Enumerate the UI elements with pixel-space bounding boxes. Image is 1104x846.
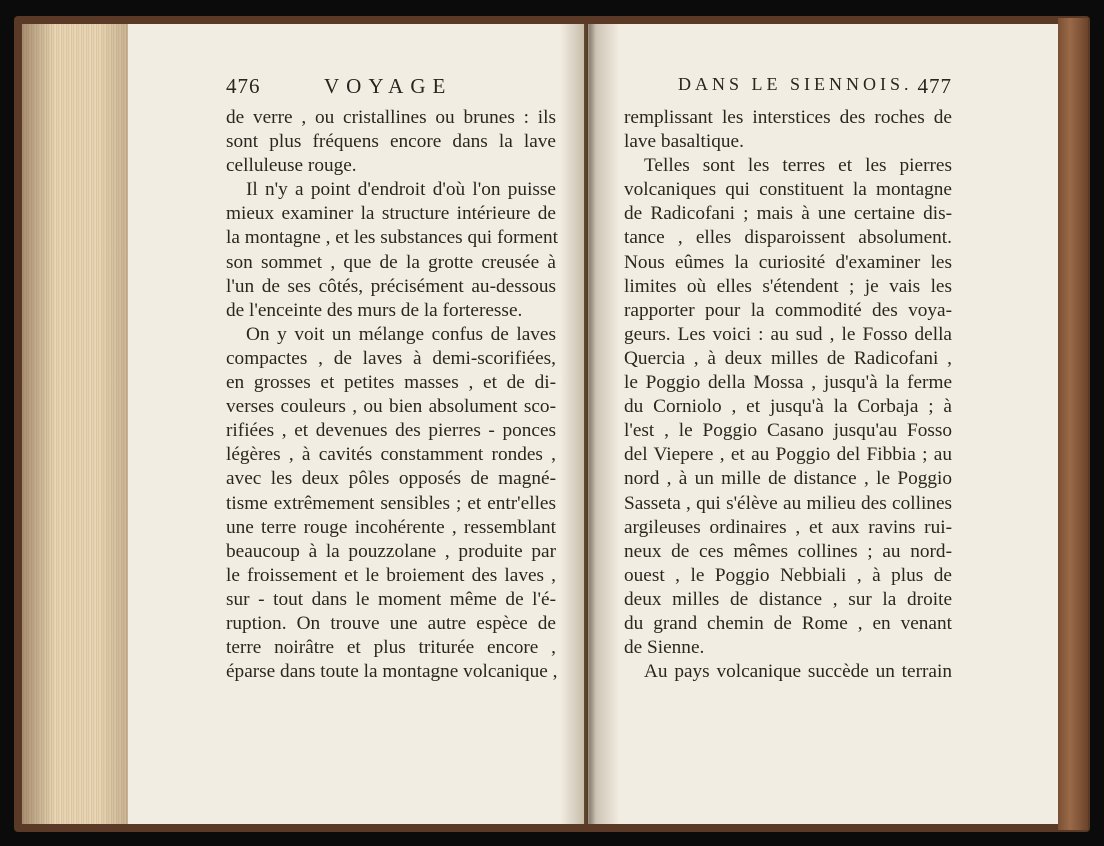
left-page-number: 476	[226, 74, 261, 98]
cover-edge-right	[1058, 18, 1088, 830]
text-line: la montagne , et les substances qui forment	[226, 227, 558, 249]
text-line: remplissant les interstices des roches de	[624, 107, 952, 128]
text-line: éparse dans toute la montagne volcanique ,	[226, 661, 558, 683]
text-line: ouest , le Poggio Nebbiali , à plus de	[624, 564, 952, 586]
right-page-header	[624, 74, 952, 104]
text-line: mieux examiner la structure intérieure de	[226, 203, 556, 225]
book-gutter	[560, 24, 620, 824]
text-line: l'un de ses côtés, précisément au-dessous	[226, 275, 556, 297]
page-edges-shadow	[22, 24, 132, 824]
text-line: du Corniolo , et jusqu'à la Corbaja ; à	[624, 396, 952, 418]
text-line: sont plus fréquens encore dans la lave	[226, 131, 556, 153]
text-line: deux milles de distance , sur la droite	[624, 588, 952, 610]
text-line: une terre rouge incohérente , ressemblant	[226, 516, 556, 538]
text-line: Sasseta , qui s'élève au milieu des collines	[624, 492, 952, 514]
text-line: del Viepere , et au Poggio del Fibbia ; au	[624, 444, 952, 466]
text-line: Quercia , à deux milles de Radicofani ,	[624, 347, 952, 369]
right-page-number: 477	[917, 74, 952, 98]
text-line: en grosses et petites masses , et de di-	[226, 372, 556, 394]
text-line: tance , elles disparoissent absolument.	[624, 227, 952, 249]
left-running-head: VOYAGE	[324, 74, 453, 98]
text-line: beaucoup à la pouzzolane , produite par	[226, 540, 556, 562]
text-line: volcaniques qui constituent la montagne	[624, 179, 952, 201]
text-line: rapporter pour la commodité des voya-	[624, 299, 952, 321]
text-line: avec les deux pôles opposés de magné-	[226, 468, 556, 490]
text-line: verses couleurs , ou bien absolument sco-	[226, 396, 556, 418]
text-line: son sommet , que de la grotte creusée à	[226, 251, 556, 273]
text-line: limites où elles s'étendent ; je vais les	[624, 275, 952, 297]
text-line: terre noirâtre et plus triturée encore ,	[226, 637, 556, 659]
text-line: de Sienne.	[624, 637, 705, 659]
left-page-header	[226, 74, 556, 104]
left-page-body	[226, 106, 556, 684]
text-line: Il n'y a point d'endroit d'où l'on puisse	[246, 179, 556, 201]
text-line: le froissement et le broiement des laves ,	[226, 564, 556, 586]
text-line: Telles sont les terres et les pierres	[644, 155, 952, 177]
text-line: geurs. Les voici : au sud , le Fosso della	[624, 323, 952, 345]
right-running-head: DANS LE SIENNOIS.	[678, 74, 913, 94]
text-line: légères , à cavités constamment rondes ,	[226, 444, 556, 466]
text-line: de l'enceinte des murs de la forteresse.	[226, 299, 523, 321]
text-line: de Radicofani ; mais à une certaine dis-	[624, 203, 952, 225]
text-line: nord , à un mille de distance , le Poggio	[624, 468, 952, 490]
text-line: du grand chemin de Rome , en venant	[624, 612, 952, 634]
text-line: celluleuse rouge.	[226, 155, 357, 177]
text-line: rifiées , et devenues des pierres - ponces	[226, 420, 556, 442]
text-line: sur - tout dans le moment même de l'é-	[226, 588, 556, 610]
text-line: de verre , ou cristallines ou brunes : ils	[226, 107, 556, 128]
text-line: ruption. On trouve une autre espèce de	[226, 612, 556, 634]
text-line: Nous eûmes la curiosité d'examiner les	[624, 251, 952, 273]
text-line: Au pays volcanique succède un terrain	[644, 661, 952, 683]
right-page-body	[624, 106, 952, 684]
text-line: lave basaltique.	[624, 131, 744, 153]
text-line: On y voit un mélange confus de laves	[246, 323, 556, 345]
text-line: compactes , de laves à demi-scorifiées,	[226, 347, 556, 369]
text-line: argileuses ordinaires , et aux ravins rui-	[624, 516, 952, 538]
text-line: l'est , le Poggio Casano jusqu'au Fosso	[624, 420, 952, 442]
text-line: le Poggio della Mossa , jusqu'à la ferme	[624, 372, 952, 394]
text-line: neux de ces mêmes collines ; au nord-	[624, 540, 952, 562]
text-line: tisme extrêmement sensibles ; et entr'elles	[226, 492, 556, 514]
